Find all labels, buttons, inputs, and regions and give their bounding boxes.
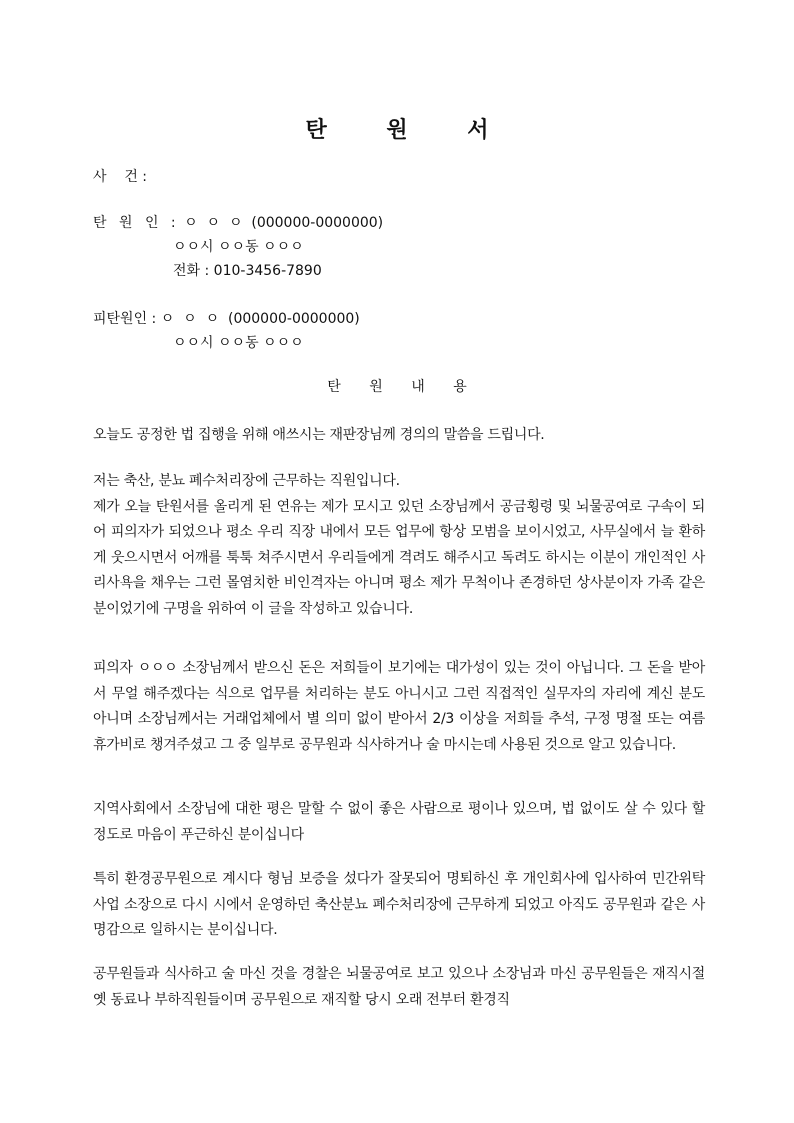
petitioner-address: ㅇㅇ시 ㅇㅇ동 ㅇㅇㅇ [173, 239, 304, 255]
paragraph-reputation: 지역사회에서 소장님에 대한 평은 말할 수 없이 좋은 사람으로 평이나 있으며, 법 없이도 살 수 있다 할 정도로 마음이 푸근하신 분이십니다 [93, 801, 705, 843]
paragraph-money: 피의자 ㅇㅇㅇ 소장님께서 받으신 돈은 저희들이 보기에는 대가성이 있는 것이 아닙니다. 그 돈을 받아서 무얼 해주겠다는 식으로 업무를 처리하는 분도 아니시고 그런 직접적인 실무자의 자리에 계신 분도 아니며 소장님께서는 거래업체에서 별 의미 없이 받아서 2/3 이상을 저희들 추석, 구정 명절 또는 여름휴가비로 챙겨주셨고 그 중 일부로 공무원과 식사하거나 술 마시는데 사용된 것으로 알고 있습니다. [93, 660, 705, 753]
petitioner-label: 탄 원 인 : [93, 215, 180, 231]
beneficiary-address: ㅇㅇ시 ㅇㅇ동 ㅇㅇㅇ [173, 335, 304, 351]
paragraph-career: 특히 환경공무원으로 계시다 형님 보증을 섰다가 잘못되어 명퇴하신 후 개인회사에 입사하여 민간위탁사업 소장으로 다시 시에서 운영하던 축산분뇨 폐수처리장에 근무하게 되었고 아직도 공무원과 같은 사명감으로 일하시는 분이십니다. [93, 871, 705, 938]
petitioner-phone: 전화 : 010-3456-7890 [173, 263, 322, 279]
case-row [93, 167, 147, 187]
paragraph-officials: 공무원들과 식사하고 술 마신 것을 경찰은 뇌물공여로 보고 있으나 소장님과 마신 공무원들은 재직시절 옛 동료나 부하직원들이며 공무원으로 재직할 당시 오래 전부터 환경직 [93, 966, 705, 1008]
beneficiary-name: ㅇ ㅇ ㅇ (000000-0000000) [160, 311, 360, 327]
document-title: 탄 원 서 [305, 118, 515, 143]
paragraph-greeting: 오늘도 공정한 법 집행을 위해 애쓰시는 재판장님께 경의의 말씀을 드립니다. [93, 427, 545, 443]
beneficiary-row [93, 309, 360, 329]
beneficiary-label: 피탄원인 : [93, 311, 157, 327]
petitioner-row [93, 213, 383, 233]
paragraph-introduction: 저는 축산, 분뇨 폐수처리장에 근무하는 직원입니다. 제가 오늘 탄원서를 올리게 된 연유는 제가 모시고 있던 소장님께서 공금횡령 및 뇌물공여로 구속이 되어 피의자가 되었으나 평소 우리 직장 내에서 모든 업무에 항상 모범을 보이시었고, 사무실에서 늘 환하게 웃으시면서 어깨를 툭툭 쳐주시면서 우리들에게 격려도 해주시고 독려도 하시는 이분이 개인적인 사리사욕을 채우는 그런 몰염치한 비인격자는 아니며 평소 제가 무척이나 존경하던 상사분이자 가족 같은 분이었기에 구명을 위하여 이 글을 작성하고 있습니다. [93, 473, 705, 617]
petitioner-name: ㅇ ㅇ ㅇ (000000-0000000) [184, 215, 384, 231]
case-label: 사 건 : [93, 169, 148, 185]
section-title: 탄 원 내 용 [327, 379, 479, 395]
